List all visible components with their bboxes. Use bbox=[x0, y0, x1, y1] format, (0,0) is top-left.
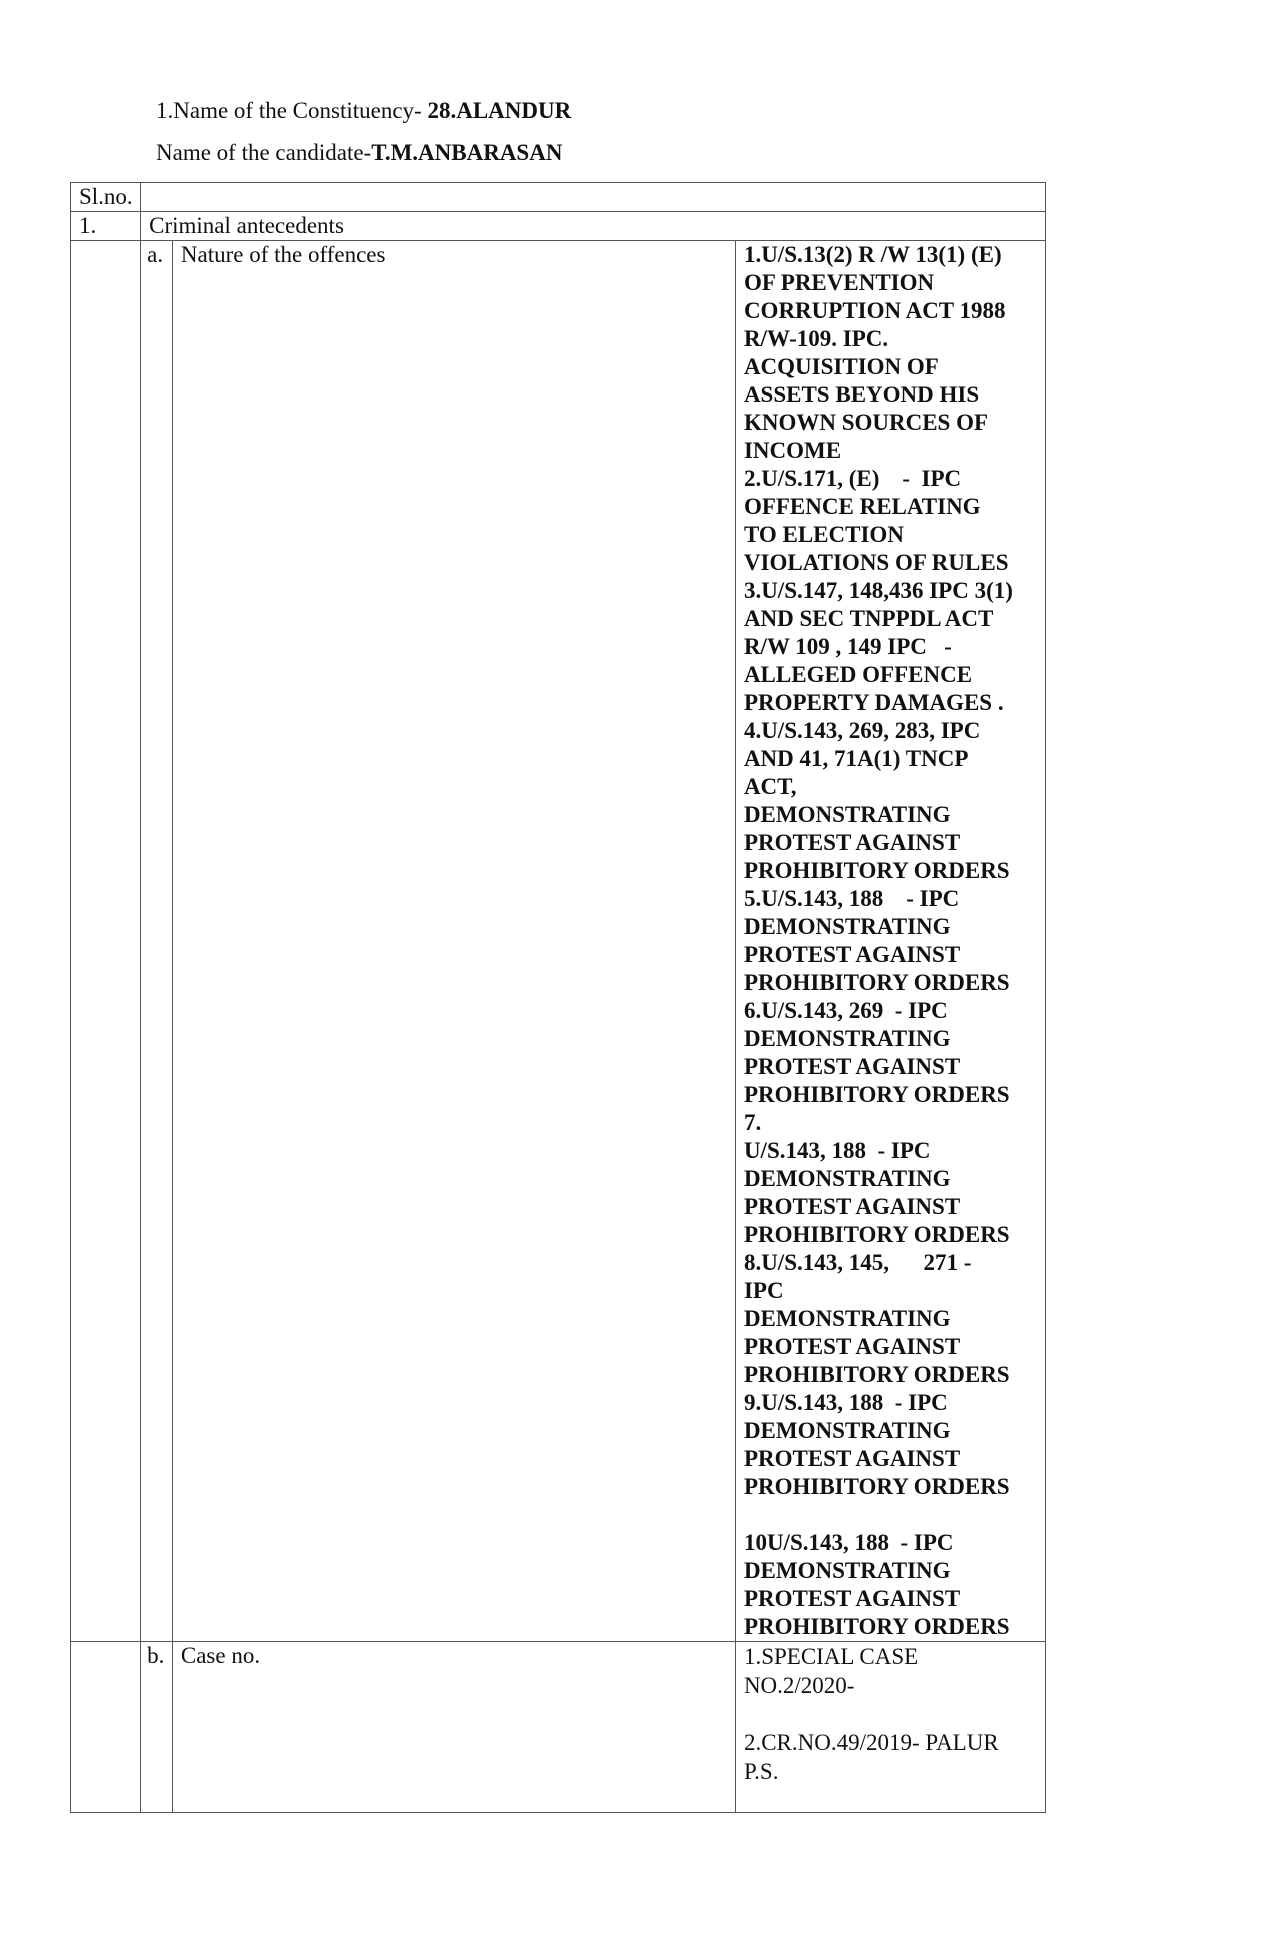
offence-line: KNOWN SOURCES OF bbox=[743, 410, 989, 435]
offence-line: PROHIBITORY ORDERS bbox=[743, 1614, 1010, 1639]
offence-line: PROHIBITORY ORDERS bbox=[743, 970, 1010, 995]
offence-line: 6.U/S.143, 269 - IPC bbox=[743, 998, 948, 1023]
offence-line: ACT, bbox=[743, 774, 797, 799]
offence-line: PROPERTY DAMAGES . bbox=[743, 690, 1004, 715]
slno-header: Sl.no. bbox=[71, 183, 141, 212]
offence-line: 5.U/S.143, 188 - IPC bbox=[743, 886, 960, 911]
offence-line: OFFENCE RELATING bbox=[743, 494, 981, 519]
constituency-label: 1.Name of the Constituency- bbox=[156, 98, 428, 123]
offence-line: 1.U/S.13(2) R /W 13(1) (E) bbox=[743, 242, 1002, 267]
offence-line: 9.U/S.143, 188 - IPC bbox=[743, 1390, 948, 1415]
sub-a-title: Nature of the offences bbox=[172, 241, 735, 1642]
offence-line: ALLEGED OFFENCE bbox=[743, 662, 973, 687]
offence-line: DEMONSTRATING bbox=[743, 1418, 951, 1443]
case-numbers bbox=[735, 1642, 1045, 1813]
offence-line: DEMONSTRATING bbox=[743, 1166, 951, 1191]
offence-line: PROTEST AGAINST bbox=[743, 830, 961, 855]
offence-line: U/S.143, 188 - IPC bbox=[743, 1138, 931, 1163]
case-spacer bbox=[744, 1700, 1037, 1728]
row1-title: Criminal antecedents bbox=[141, 212, 1046, 241]
offence-line: R/W 109 , 149 IPC - bbox=[743, 634, 952, 659]
offence-line: ASSETS BEYOND HIS bbox=[743, 382, 980, 407]
row-case-no bbox=[71, 1642, 1046, 1813]
antecedents-table bbox=[70, 182, 1046, 1813]
case-2-line-1: 2.CR.NO.49/2019- PALUR bbox=[743, 1730, 999, 1755]
offence-line: PROHIBITORY ORDERS bbox=[743, 858, 1010, 883]
offence-line: TO ELECTION bbox=[743, 522, 904, 547]
sub-b-title: Case no. bbox=[172, 1642, 735, 1813]
offence-line: PROTEST AGAINST bbox=[743, 1446, 961, 1471]
offence-line: INCOME bbox=[743, 438, 842, 463]
offence-line: CORRUPTION ACT 1988 bbox=[743, 298, 1006, 323]
case-1-line-2: NO.2/2020- bbox=[743, 1673, 855, 1698]
offence-line: DEMONSTRATING bbox=[743, 914, 951, 939]
offence-line: 10U/S.143, 188 - IPC bbox=[743, 1530, 954, 1555]
case-1-line-1: 1.SPECIAL CASE bbox=[743, 1644, 919, 1669]
offence-line bbox=[744, 1501, 1037, 1529]
offence-line: DEMONSTRATING bbox=[743, 802, 951, 827]
offence-line: PROHIBITORY ORDERS bbox=[743, 1474, 1010, 1499]
row-nature-of-offences bbox=[71, 241, 1046, 1642]
offence-line: 8.U/S.143, 145, 271 - bbox=[743, 1250, 972, 1275]
offence-line: PROHIBITORY ORDERS bbox=[743, 1362, 1010, 1387]
candidate-line bbox=[156, 140, 562, 166]
offence-line: AND 41, 71A(1) TNCP bbox=[743, 746, 969, 771]
constituency-value: 28.ALANDUR bbox=[427, 98, 572, 123]
header-empty-cell bbox=[141, 183, 1046, 212]
row1-number: 1. bbox=[71, 212, 141, 241]
offence-line: IPC bbox=[743, 1278, 784, 1303]
offence-line: 4.U/S.143, 269, 283, IPC bbox=[743, 718, 981, 743]
offence-line: PROTEST AGAINST bbox=[743, 1054, 961, 1079]
row-a-empty-cell bbox=[71, 241, 141, 1642]
offence-line: PROTEST AGAINST bbox=[743, 1586, 961, 1611]
case-2-line-2: P.S. bbox=[743, 1759, 779, 1784]
offence-line: PROHIBITORY ORDERS bbox=[743, 1222, 1010, 1247]
offence-line: PROTEST AGAINST bbox=[743, 942, 961, 967]
table-header-row bbox=[71, 183, 1046, 212]
constituency-line bbox=[156, 98, 571, 124]
offence-line: DEMONSTRATING bbox=[743, 1306, 951, 1331]
sub-b-label: b. bbox=[141, 1642, 173, 1813]
row-b-empty-cell bbox=[71, 1642, 141, 1813]
offence-line: R/W-109. IPC. bbox=[743, 326, 889, 351]
offence-line: PROHIBITORY ORDERS bbox=[743, 1082, 1010, 1107]
offence-line: PROTEST AGAINST bbox=[743, 1194, 961, 1219]
offence-line: 2.U/S.171, (E) - IPC bbox=[743, 466, 962, 491]
candidate-label: Name of the candidate- bbox=[156, 140, 372, 165]
offence-line: ACQUISITION OF bbox=[743, 354, 939, 379]
offences-list bbox=[735, 241, 1045, 1642]
sub-a-label: a. bbox=[141, 241, 173, 1642]
offence-line: DEMONSTRATING bbox=[743, 1558, 951, 1583]
candidate-value: T.M.ANBARASAN bbox=[371, 140, 563, 165]
offence-line: AND SEC TNPPDL ACT bbox=[743, 606, 994, 631]
offence-line: 3.U/S.147, 148,436 IPC 3(1) bbox=[743, 578, 1013, 603]
offence-line: DEMONSTRATING bbox=[743, 1026, 951, 1051]
offence-line: PROTEST AGAINST bbox=[743, 1334, 961, 1359]
offence-line: 7. bbox=[743, 1110, 762, 1135]
offence-line: VIOLATIONS OF RULES bbox=[743, 550, 1009, 575]
row-criminal-antecedents bbox=[71, 212, 1046, 241]
offence-line: OF PREVENTION bbox=[743, 270, 935, 295]
